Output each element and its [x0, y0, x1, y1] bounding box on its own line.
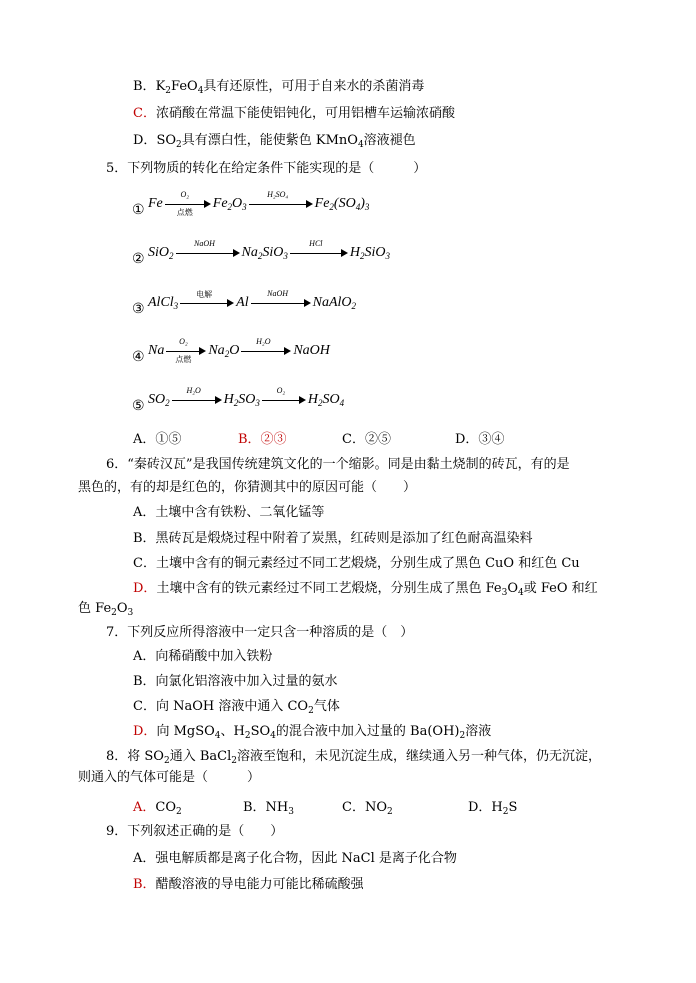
q6-stem-line2: 黑色的，有的却是红色的，你猜测其中的原因可能（ ）: [78, 480, 417, 495]
reaction-arrow: NaOH: [176, 241, 240, 265]
answer-letter: B．: [133, 877, 156, 892]
q7-option-a: A．向稀硝酸中加入铁粉: [133, 649, 273, 664]
q6-option-c: C．土壤中含有的铜元素经过不同工艺煅烧，分别生成了黑色 CuO 和红色 Cu: [133, 556, 580, 571]
q4-option-c: C．浓硝酸在常温下能使铝钝化，可用铝槽车运输浓硝酸: [133, 106, 455, 121]
reaction-arrow: NaOH: [251, 291, 311, 315]
q6-option-b: B．黑砖瓦是煅烧过程中附着了炭黑，红砖则是添加了红色耐高温染料: [133, 531, 533, 546]
reaction-arrow: O₂ 点燃: [165, 192, 211, 216]
reaction-arrow: HCl: [290, 241, 348, 265]
answer-letter: A．: [133, 800, 156, 815]
q8-option-b: B．$NH_3$: [243, 800, 294, 817]
q5-options: [0, 428, 696, 446]
reaction-arrow: H₂O: [241, 339, 291, 363]
q9-option-a: A．强电解质都是离子化合物，因此 NaCl 是离子化合物: [133, 851, 457, 866]
q7-option-c: C．向 NaOH 溶液中通入 $CO_2$气体: [133, 699, 340, 716]
answer-letter: C．: [133, 106, 156, 121]
q6-option-d-cont: 色 $Fe_2O_3$: [78, 601, 134, 618]
q7-option-d: D．向 MgSO$_4$、$H_2SO_4$的混合液中加入过量的 $Ba(OH)_2$溶液: [133, 724, 492, 741]
reaction-arrow: 电解: [180, 291, 234, 315]
q4-option-b: B．$K_2FeO_4$具有还原性，可用于自来水的杀菌消毒: [133, 79, 425, 96]
q8-option-c: C．$NO_2$: [342, 800, 393, 817]
reaction-arrow: H₂SO₄: [249, 192, 313, 216]
answer-letter: D．: [133, 581, 157, 596]
q5-option-d: D．③④: [455, 432, 505, 447]
q8-options: [0, 796, 696, 817]
q7-option-b: B．向氯化铝溶液中加入过量的氨水: [133, 674, 338, 689]
q6-option-d: D．土壤中含有的铁元素经过不同工艺煅烧，分别生成了黑色 $Fe_3O_4$或 FeO 和红: [133, 581, 598, 598]
q5-option-a: A．①⑤: [133, 432, 182, 447]
q6-option-a: A．土壤中含有铁粉、二氧化锰等: [133, 505, 325, 520]
q8-stem-line1: 8．将 $SO_2$通入 BaCl$_2$溶液至饱和，未见沉淀生成，继续通入另一种气体，仍无沉淀，: [106, 749, 601, 766]
q9-option-b: B．醋酸溶液的导电能力可能比稀硫酸强: [133, 877, 364, 892]
q6-stem-line1: 6．“秦砖汉瓦”是我国传统建筑文化的一个缩影。同是由黏土烧制的砖瓦，有的是: [106, 457, 570, 472]
reaction-arrow: H₂O: [172, 388, 222, 412]
reaction-arrow: O₂ 点燃: [166, 339, 206, 363]
q8-option-a: A．$CO_2$: [133, 800, 182, 817]
answer-letter: D．: [133, 724, 157, 739]
q5-stem: 5．下列物质的转化在给定条件下能实现的是（ ）: [106, 161, 427, 176]
reaction-arrow: O₂: [262, 388, 306, 412]
q5-option-c: C．②⑤: [342, 432, 391, 447]
q5-option-b: B．②③: [238, 432, 287, 447]
q4-option-d: D．$SO_2$具有漂白性，能使紫色 KMnO$_4$溶液褪色: [133, 133, 416, 150]
q8-stem-line2: 则通入的气体可能是（ ）: [78, 770, 261, 785]
q7-stem: 7．下列反应所得溶液中一定只含一种溶质的是（ ）: [106, 625, 414, 640]
q9-stem: 9．下列叙述正确的是（ ）: [106, 824, 284, 839]
q8-option-d: D．$H_2S$: [468, 800, 518, 817]
